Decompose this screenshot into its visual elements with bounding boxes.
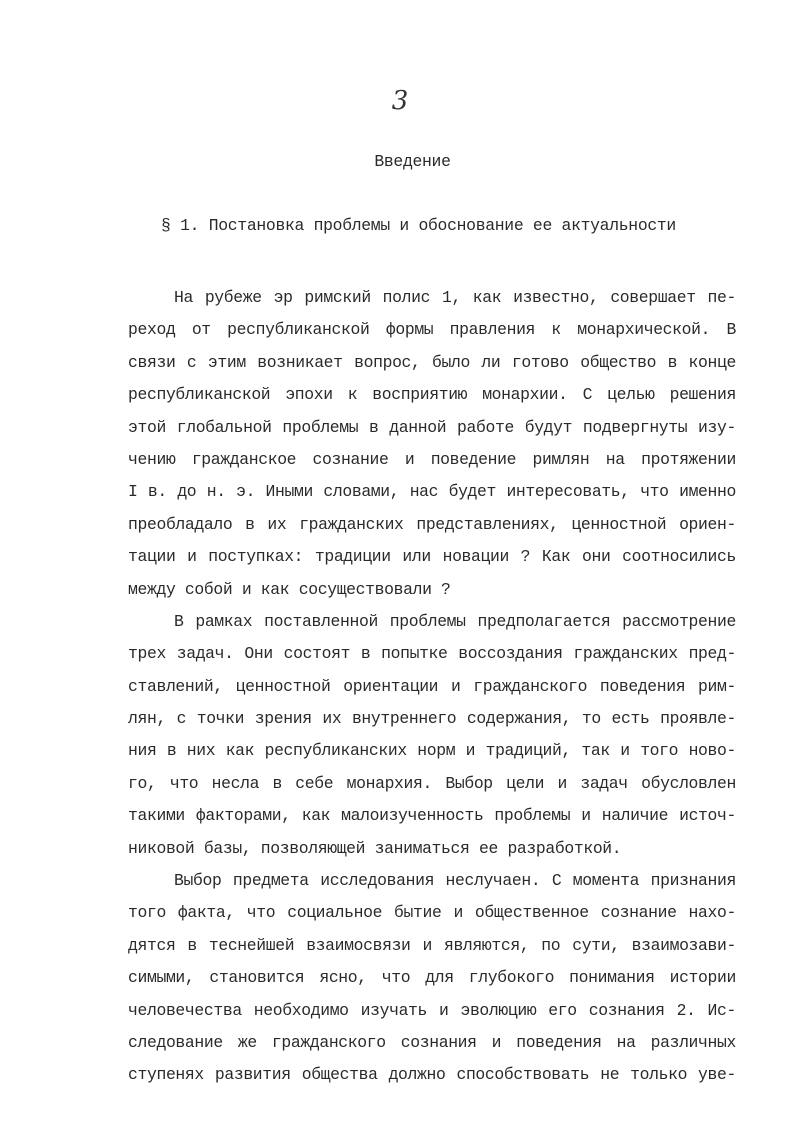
text-line: ставлений, ценностной ориентации и гражданского поведения рим- <box>128 676 736 696</box>
text-line: связи с этим возникает вопрос, было ли готово общество в конце <box>128 352 736 372</box>
text-line: симыми, становится ясно, что для глубокого понимания истории <box>128 968 736 988</box>
text-line: человечества необходимо изучать и эволюцию его сознания 2. Ис- <box>128 1000 736 1020</box>
text-line: В рамках поставленной проблемы предполагается рассмотрение <box>174 611 736 631</box>
chapter-title: Введение <box>374 152 451 171</box>
text-line: трех задач. Они состоят в попытке воссоздания гражданских пред- <box>128 644 736 664</box>
text-line: преобладало в их гражданских представлениях, ценностной ориен- <box>128 514 736 534</box>
text-line: такими факторами, как малоизученность проблемы и наличие источ- <box>128 806 736 826</box>
text-line: следование же гражданского сознания и поведения на различных <box>128 1032 736 1052</box>
body-text <box>128 282 736 1092</box>
text-line: ния в них как республиканских норм и традиций, так и того ново- <box>128 741 736 761</box>
text-line: между собой и как сосуществовали ? <box>128 579 451 599</box>
text-line: ступенях развития общества должно способствовать не только уве- <box>128 1065 736 1085</box>
text-line: того факта, что социальное бытие и общественное сознание нахо- <box>128 903 736 923</box>
text-line: I в. до н. э. Иными словами, нас будет интересовать, что именно <box>128 482 736 502</box>
text-line: чению гражданское сознание и поведение римлян на протяжении <box>128 449 736 469</box>
text-line: этой глобальной проблемы в данной работе будут подвергнуты изу- <box>128 417 736 437</box>
text-line: На рубеже эр римский полис 1, как известно, совершает пе- <box>174 288 736 307</box>
text-line: реход от республиканской формы правления к монархической. В <box>128 320 736 340</box>
text-line: дятся в теснейшей взаимосвязи и являются, по сути, взаимозави- <box>128 935 736 955</box>
section-title: § 1. Постановка проблемы и обоснование ее актуальности <box>161 216 676 235</box>
text-line: тации и поступках: традиции или новации ? Как они соотносились <box>128 547 736 567</box>
text-line: республиканской эпохи к восприятию монархии. С целью решения <box>128 385 736 405</box>
text-line: Выбор предмета исследования неслучаен. С момента признания <box>174 871 736 891</box>
text-line: никовой базы, позволяющей заниматься ее разработкой. <box>128 838 622 858</box>
page-number: 3 <box>391 86 409 116</box>
text-line: го, что несла в себе монархия. Выбор цели и задач обусловлен <box>128 773 736 793</box>
text-line: лян, с точки зрения их внутреннего содержания, то есть проявле- <box>128 709 736 729</box>
